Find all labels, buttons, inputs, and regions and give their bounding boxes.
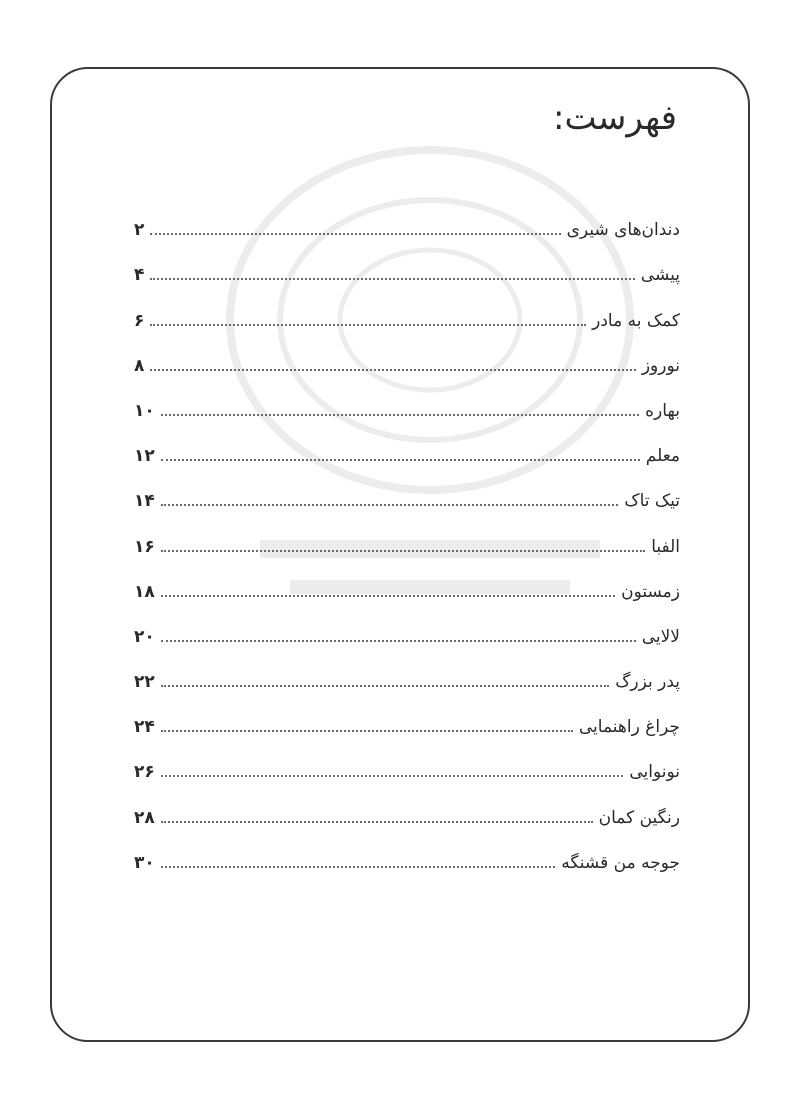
toc-entry-label: کمک به مادر [592, 310, 680, 331]
toc-entry-page: ۱۴ [134, 491, 155, 512]
toc-entry-page: ۸ [134, 355, 145, 376]
toc-leader-dots [161, 775, 624, 777]
toc-entry[interactable] [134, 332, 680, 377]
toc-entry[interactable] [134, 422, 680, 467]
toc-entry-label: بهاره [645, 400, 680, 421]
toc-leader-dots [150, 324, 586, 326]
toc-entry-label: نونوایی [629, 762, 680, 783]
toc-entry-label: الفبا [651, 536, 680, 557]
toc-entry[interactable] [134, 286, 680, 331]
toc-leader-dots [161, 459, 640, 461]
toc-entry-label: جوجه من قشنگه [561, 852, 680, 873]
toc-entry-page: ۱۰ [134, 400, 155, 421]
toc-entry-label: لالایی [641, 626, 680, 647]
toc-leader-dots [161, 685, 609, 687]
toc-leader-dots [161, 866, 556, 868]
toc-entry-label: زمستون [621, 581, 680, 602]
toc-entry-page: ۳۰ [134, 852, 155, 873]
toc-list [134, 196, 680, 874]
toc-entry[interactable] [134, 648, 680, 693]
toc-entry[interactable] [134, 467, 680, 512]
toc-entry-page: ۴ [134, 265, 145, 286]
toc-entry-page: ۲۲ [134, 672, 155, 693]
toc-title: فهرست: [552, 98, 677, 138]
toc-leader-dots [161, 640, 636, 642]
toc-entry[interactable] [134, 603, 680, 648]
toc-entry-label: دندان‌های شیری [566, 220, 680, 241]
toc-entry[interactable] [134, 693, 680, 738]
toc-leader-dots [161, 550, 645, 552]
toc-entry-page: ۲۸ [134, 807, 155, 828]
toc-entry-label: چراغ راهنمایی [578, 717, 680, 738]
toc-entry[interactable] [134, 783, 680, 828]
toc-leader-dots [161, 414, 639, 416]
toc-entry-label: نوروز [641, 355, 680, 376]
toc-leader-dots [161, 730, 573, 732]
toc-entry[interactable] [134, 196, 680, 241]
toc-entry-page: ۱۶ [134, 536, 155, 557]
toc-entry-page: ۱۲ [134, 446, 155, 467]
toc-leader-dots [161, 595, 615, 597]
toc-entry-page: ۲۶ [134, 762, 155, 783]
toc-entry-label: پیشی [640, 265, 680, 286]
toc-leader-dots [150, 278, 634, 280]
toc-entry-label: پدر بزرگ [615, 672, 680, 693]
toc-entry-page: ۲۰ [134, 626, 155, 647]
toc-entry[interactable] [134, 241, 680, 286]
toc-entry-page: ۱۸ [134, 581, 155, 602]
toc-leader-dots [161, 821, 593, 823]
toc-entry-label: رنگین کمان [598, 807, 680, 828]
toc-leader-dots [161, 504, 619, 506]
toc-entry-page: ۶ [134, 310, 145, 331]
toc-entry-page: ۲ [134, 220, 145, 241]
toc-entry[interactable] [134, 512, 680, 557]
toc-entry-label: تیک تاک [624, 491, 680, 512]
toc-entry-page: ۲۴ [134, 717, 155, 738]
toc-entry[interactable] [134, 558, 680, 603]
toc-leader-dots [150, 233, 560, 235]
toc-entry[interactable] [134, 829, 680, 874]
toc-entry[interactable] [134, 377, 680, 422]
toc-entry[interactable] [134, 738, 680, 783]
toc-entry-label: معلم [645, 446, 680, 467]
toc-leader-dots [150, 369, 635, 371]
